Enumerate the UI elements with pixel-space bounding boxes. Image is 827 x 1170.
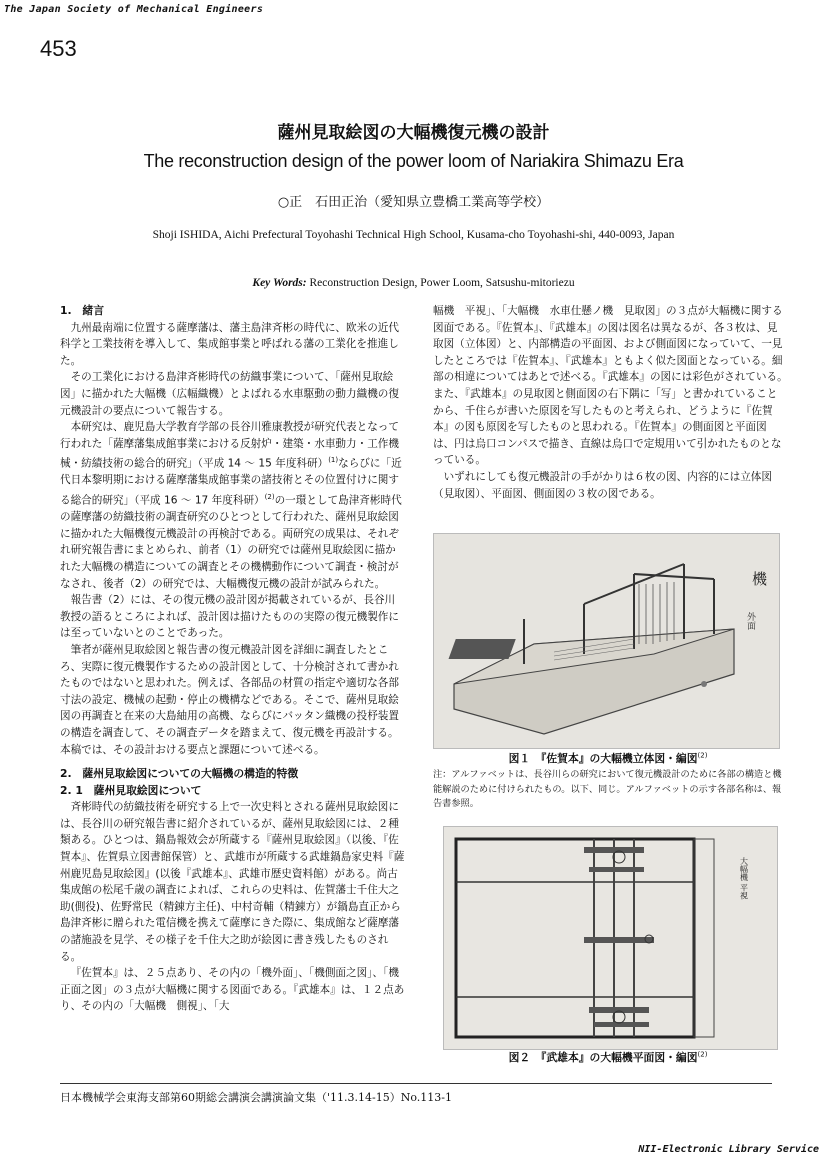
keywords-line [0,277,827,289]
paragraph-text: 本研究は、鹿児島大学教育学部の長谷川雅康教授が研究代表となって行われた「薩摩藩集成館事業における反射炉・建築・水車動力・工作機械・紡績技術の総合的研究」（平成 14 〜 15 年度科研） [60,421,399,470]
figure-2-inscription: 大幅機 平視 [739,857,749,900]
society-header: The Japan Society of Mechanical Engineers [4,4,264,15]
paragraph: 斉彬時代の紡織技術を研究する上で一次史料とされる薩州見取絵図には、長谷川の研究報告書に紹介されているが、薩州見取絵図には、２種類ある。ひとつは、鍋島報效会が所蔵する『薩州見取絵図』（以後、『佐賀本』、佐賀県立図書館保管）と、武雄市が所蔵する武雄鍋島家史料『薩州鹿児島見取絵図』(以後『武雄本』、武雄市歴史資料館）がある。尚古集成館の松尾千歳の調査によれば、これらの史料は、佐賀藩士千住大之助(側役)、佐野常民（精錬方主任)、中村奇輔（精錬方）が鍋島直正から島津斉彬に贈られた電信機を携えて薩摩にきた際に、集成館など薩摩藩の諸施設を見学、その様子を千住大之助が絵図に書き残したものされる。 [60,801,405,963]
right-column [433,303,793,502]
figure-2-loom-plan-drawing [443,826,778,1050]
paragraph: いずれにしても復元機設計の手がかりは６枚の図、内容的には立体図（見取図）、平面図、側面図の３枚の図である。 [433,470,772,500]
figure-2-caption [433,1050,783,1065]
figure-1-caption [433,751,783,766]
loom-perspective-illustration [434,534,779,748]
citation-ref: (2) [264,493,275,502]
paragraph: その工業化における島津斉彬時代の紡織事業について、「薩州見取絵図」に描かれた大幅機（広幅織機）とよばれる水車駆動の動力織機の復元機設計の要点について報告する。 [60,371,399,417]
section-heading-1: 1. 緒言 [60,304,105,317]
citation-ref: (1) [328,456,339,465]
figure-1-inscription: 機 [752,570,768,588]
paragraph [60,419,405,592]
figure-2-caption-ref: (2) [697,1050,708,1059]
keywords-label: Key Words: [252,277,307,289]
left-column [60,303,405,1015]
paragraph-text: ならびに「近代日本黎明期における薩摩藩集成館事業の諸技術とその位置付けに関する総合的研究」（平成 16 〜 17 年度科研） [60,457,402,507]
section-heading-2: 2. 薩州見取絵図についての大幅機の構造的特徴 [60,767,299,781]
proceedings-footer: 日本機械学会東海支部第60期総会講演会講演論文集（'11.3.14-15）No.113-1 [60,1091,452,1104]
footer-divider [60,1083,772,1084]
figure-1-caption-ref: (2) [697,751,708,760]
figure-note: 注：アルファベットは、長谷川らの研究において復元機設計のために各部の構造と機能解説のために付けられたもの。以下、同じ。アルファベットの示す各部名称は、報告書参照。 [433,769,782,810]
keywords-text: Reconstruction Design, Power Loom, Satsushu-mitoriezu [309,277,575,289]
paragraph: 報告書（2）には、その復元機の設計図が掲載されているが、長谷川教授の語るところによれば、設計図は描けたものの実際の復元機製作には至っていないとのことであった。 [60,594,399,640]
paragraph: 九州最南端に位置する薩摩藩は、藩主島津斉彬の時代に、欧米の近代科学と工業技術を導入して、集成館事業と呼ばれる藩の工業化を推進した。 [60,321,399,367]
page-number: 453 [40,36,77,61]
paper-title-english: The reconstruction design of the power loom of Nariakira Shimazu Era [143,151,684,171]
paragraph-text: の一環として島津斉彬時代の薩摩藩の紡織技術の調査研究のひとつとして行われた、薩州見取絵図に描かれた大幅機復元機設計の再検討である。両研究の成果は、それぞれ研究報告書にまとめられ、前者（1）の研究では薩州見取絵図に描かれた大幅機の構造についての調査とその機構動作について調査・検討がなされ、後者（2）の研究では、大幅機復元機の設計が試みられた。 [60,494,402,590]
figure-1-inscription-2: 外面 [745,612,755,630]
nii-service-footer: NII-Electronic Library Service [638,1144,819,1155]
loom-plan-illustration [444,827,777,1049]
paragraph: 『佐賀本』は、２５点あり、その内の「機外面」、「機側面之図」、「機正面之図」の３点が大幅機に関する図面である。『武雄本』は、１２点あり、その内の「大幅機 側視」、「大 [60,967,405,1013]
figure-1-caption-text: 図１ 『佐賀本』の大幅機立体図・編図 [508,752,698,765]
paragraph: 幅機 平視」、「大幅機 水車仕懸ノ機 見取図」の３点が大幅機に関する図面である。『佐賀本』、『武雄本』の図は図名は異なるが、各３枚は、見取図（立体図）と、内部構造の平面図、および側面図になっていて、一見したところでは『佐賀本』、『武雄本』ともよく似た図面となっている。細部の相違についてはあとで述べる。『武雄本』の図には彩色がされている。 また、『武雄本』の見取図と側面図の右下隅に「写」と書かれていることから、千住らが書いた原図を写したものと考えられ、どうように『佐賀本』の図も原図を写したものと思われる。『佐賀本』の側面図と平面図は、円は烏口コンパスで描き、直線は烏口で定規用いて引かれたものとなっている。 [433,305,793,467]
figure-2-caption-text: 図２ 『武雄本』の大幅機平面図・編図 [508,1051,698,1064]
author-english: Shoji ISHIDA, Aichi Prefectural Toyohashi Technical High School, Kusama-cho Toyohashi-shi, 440-0093, Japan [152,229,675,241]
paper-title-japanese: 薩州見取絵図の大幅機復元機の設計 [277,123,550,143]
figure-1-loom-3d-drawing [433,533,780,749]
author-japanese: ○正 石田正治（愛知県立豊橋工業高等学校） [277,195,550,210]
paragraph: 筆者が薩州見取絵図と報告書の復元機設計図を詳細に調査したところ、実際に復元機製作するための設計図として、十分検討されて書かれたものではないと思われた。例えば、各部品の材質の指定や適切な各部寸法の設定、機械の起動・停止の機構などである。そこで、薩州見取絵図の再調査と在来の大島紬用の高機、ならびにバッタン織機の投杼装置の構造を調査して、その調査データを踏まえて、復元機を再設計する。本稿では、その設計おける要点と課題について述べる。 [60,643,399,756]
subsection-heading-2-1: 2. 1 薩州見取絵図について [60,783,202,797]
